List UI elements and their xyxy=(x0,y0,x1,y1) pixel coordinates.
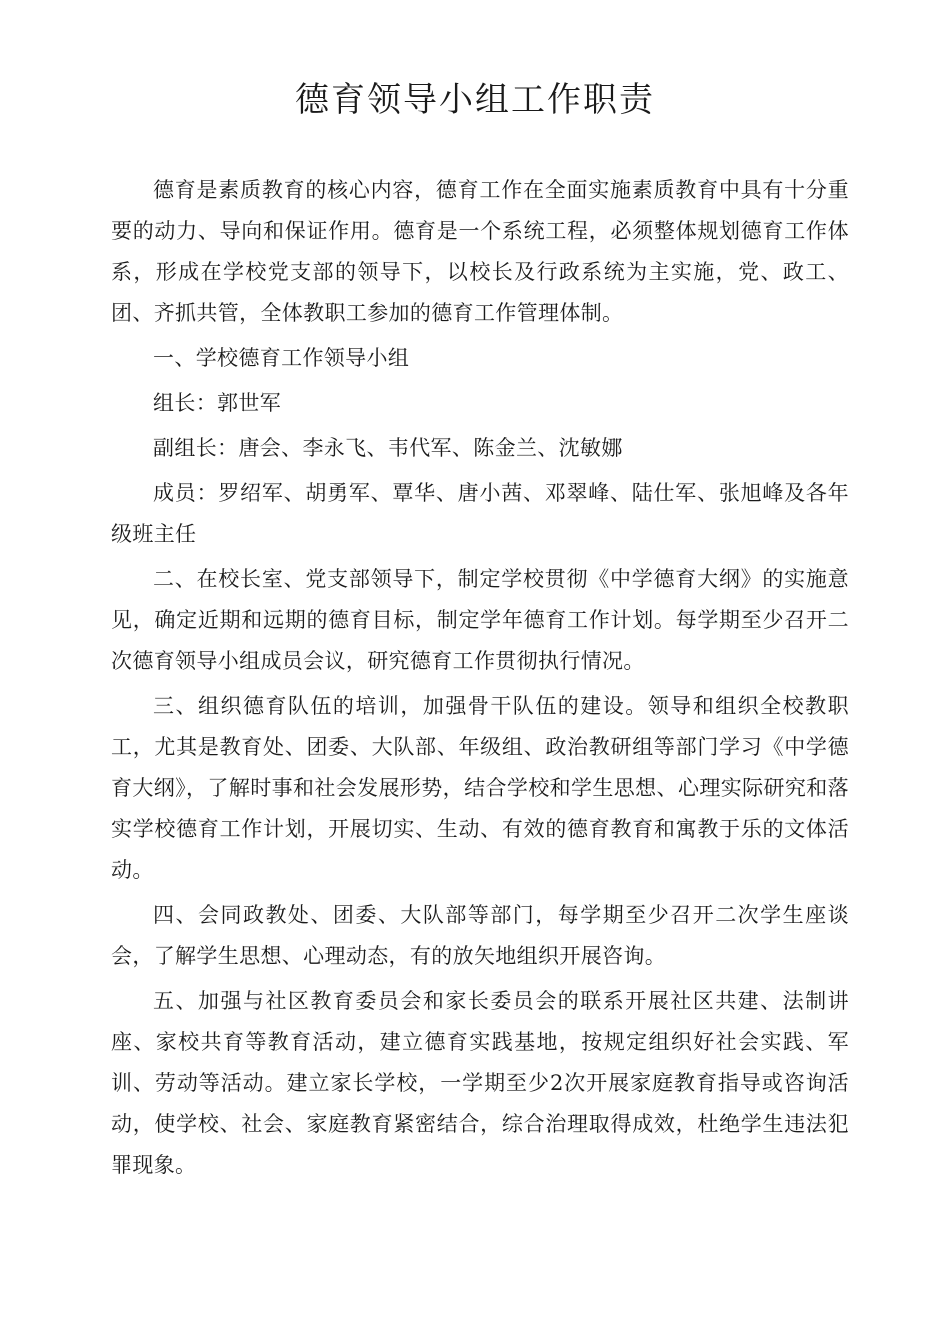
section-heading-leadership-group: 一、学校德育工作领导小组 xyxy=(153,346,410,370)
paragraph-duty-five: 五、加强与社区教育委员会和家长委员会的联系开展社区共建、法制讲座、家校共育等教育活动，建立德育实践基地，按规定组织好社会实践、军训、劳动等活动。建立家长学校，一学期至少2次开展家庭教育指导或咨询活动，使学校、社会、家庭教育紧密结合，综合治理取得成效，杜绝学生违法犯罪现象。 xyxy=(111,989,849,1177)
paragraph-duty-two: 二、在校长室、党支部领导下，制定学校贯彻《中学德育大纲》的实施意见，确定近期和远期的德育目标，制定学年德育工作计划。每学期至少召开二次德育领导小组成员会议，研究德育工作贯彻执行情况。 xyxy=(111,567,849,673)
paragraph-duty-three: 三、组织德育队伍的培训，加强骨干队伍的建设。领导和组织全校教职工，尤其是教育处、团委、大队部、年级组、政治教研组等部门学习《中学德育大纲》，了解时事和社会发展形势，结合学校和学生思想、心理实际研究和落实学校德育工作计划，开展切实、生动、有效的德育教育和寓教于乐的文体活动。 xyxy=(111,694,849,882)
paragraph-duty-four: 四、会同政教处、团委、大队部等部门，每学期至少召开二次学生座谈会，了解学生思想、心理动态，有的放矢地组织开展咨询。 xyxy=(111,903,849,968)
document-title: 德育领导小组工作职责 xyxy=(295,80,655,120)
document-body xyxy=(111,170,849,1190)
paragraph-intro: 德育是素质教育的核心内容，德育工作在全面实施素质教育中具有十分重要的动力、导向和保证作用。德育是一个系统工程，必须整体规划德育工作体系，形成在学校党支部的领导下，以校长及行政系统为主实施，党、政工、团、齐抓共管，全体教职工参加的德育工作管理体制。 xyxy=(111,178,849,325)
paragraph-group-leader: 组长：郭世军 xyxy=(153,391,282,415)
paragraph-members: 成员：罗绍军、胡勇军、覃华、唐小茜、邓翠峰、陆仕军、张旭峰及各年级班主任 xyxy=(111,481,849,546)
paragraph-deputy-leaders: 副组长：唐会、李永飞、韦代军、陈金兰、沈敏娜 xyxy=(153,436,623,460)
